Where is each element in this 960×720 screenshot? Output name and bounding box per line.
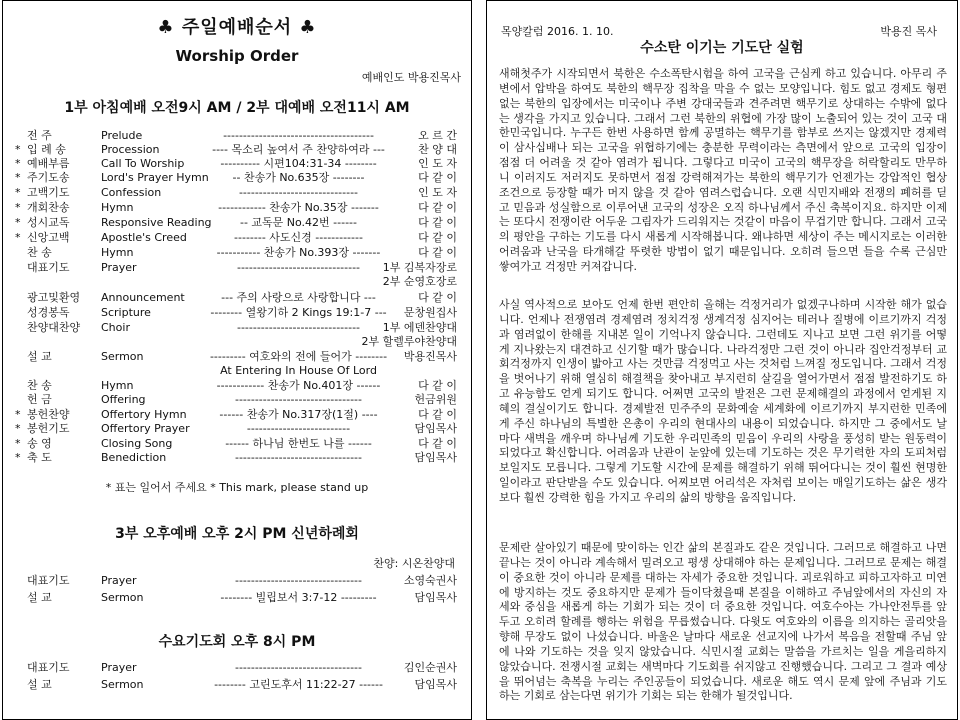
item-leader: 담임목사	[414, 422, 457, 435]
column-date: 목양칼럼 2016. 1. 10.	[501, 25, 614, 38]
item-en: Prelude	[101, 129, 143, 142]
item-detail: ----------- 찬송가 No.393장 -------	[216, 246, 381, 259]
column-author: 박용진 목사	[880, 25, 937, 38]
item-ko: 찬 송	[27, 379, 52, 392]
section-wednesday-prayer: 수요기도회 오후 8시 PM	[158, 634, 316, 650]
item-leader: 박용진목사	[403, 350, 457, 363]
item-en: Sermon	[101, 678, 144, 691]
column-paragraph: 문제란 살아있기 때문에 맞이하는 인간 삶의 본질과도 같은 것입니다. 그러므로 해결하고 나면 끝나는 것이 아니라 계속해서 밀려오고 평생 상대해야 하는 문제입니다. 그러므로 문제는 해결이 중요한 것이 아니라 문제를 대하는 자세가 중요한 것입니다. 괴로워하고 피하고자하고 미연에 방지하는 것도 중요하지만 문제가 들이닥쳤을때 본질을 이해하고 주님앞에서의 자신의 자세와 중심을 새롭게 하는 기회가 되는 것이 더 중요한 것입니다. 여호수아는 가나안전투를 앞두고 오히려 할례를 행하는 위험을 무릅썼습니다. 다윗도 여호와의 이름을 의지하는 골리앗을 향해 무장도 없이 나섰습니다. 바울은 날마다 새로운 선교지에 나가서 복음을 전할때 주님 앞에 나와 기도하는 것을 잊지 않았습니다. 식민시절 교회는 말씀을 가르치는 일을 게을리하지 않았습니다. 전쟁시절 교회는 새벽마다 기도회를 쉬지않고 진행했습니다. 그리고 그 결과 예상을 뛰어넘는 축복을 누리는 주인공들이 되었습니다. 새로운 해도 역시 문제 앞에 주님과 기도하는 기회로 삼는다면 위기가 기회는 되는 한해가 될것입니다.	[499, 541, 947, 703]
order-item	[3, 450, 471, 465]
item-ko: 예배부름	[27, 157, 70, 170]
page-subtitle: Worship Order	[175, 47, 299, 65]
order-item-choir	[3, 320, 471, 335]
order-item	[3, 170, 471, 185]
item-detail: -- 찬송가 No.635장 --------	[232, 171, 365, 184]
item-ko: 설 교	[27, 591, 52, 604]
item-ko: 설 교	[27, 350, 52, 363]
item-leader: 담임목사	[414, 678, 457, 691]
item-leader: 문창원집사	[403, 306, 457, 319]
order-item	[3, 290, 471, 305]
item-en: Hymn	[101, 246, 134, 259]
item-leader: 담임목사	[414, 591, 457, 604]
item-detail: ------------ 찬송가 No.401장 ------	[216, 379, 381, 392]
item-leader: 담임목사	[414, 451, 457, 464]
page-title: ♣ 주일예배순서 ♣	[157, 17, 317, 38]
item-detail: -------- 사도신경 ------------	[234, 231, 363, 244]
item-ko: 찬 송	[27, 246, 52, 259]
item-leader: 소영숙권사	[403, 574, 457, 587]
item-leader: 인 도 자	[418, 186, 457, 199]
item-leader: 다 같 이	[418, 437, 457, 450]
item-en: Sermon	[101, 591, 144, 604]
order-item	[3, 185, 471, 200]
column-paragraph: 새해첫주가 시작되면서 북한은 수소폭탄시험을 하여 고국을 근심케 하고 있습니다. 아무리 주변에서 압박을 하여도 북한의 핵무장 집착을 막을 수 없는 모양입니다. 힘도 없고 경제도 형편없는 북한의 입장에서는 미국이나 주변 강대국들과 견주려면 핵무기로 상대하는 수밖에 없다는 생각을 가지고 있습니다. 그래서 그런 북한의 위협에 가장 많이 노출되어 있는 것이 고국 대한민국입니다. 누구든 한번 사용하면 함께 공멸하는 핵무기를 함부로 쓰지는 않겠지만 경제력이 삼사십배나 되는 고국을 위협하기에는 충분한 무력이라는 측면에서 앞으로 고국의 입장이 점점 더 어려울 것 같아 염려가 됩니다. 그렇다고 미국이 고국의 핵무장을 허락할리도 만무하니 이러지도 저러지도 못하면서 점점 강력해져가는 북한의 핵무기가 언젠가는 강압적인 협상조건으로 등장할 때가 머지 않을 것 같아 염려스럽습니다. 오랜 식민지배와 전쟁의 폐허를 딛고 믿음과 성실함으로 이루어낸 고국의 성장은 오직 하나님께서 주신 축복이지요. 하지만 이제는 또다시 전쟁이란 어두운 그림자가 드리워지는 것같이 마음이 무겁기만 합니다. 그래서 고국의 평안을 구하는 기도를 다시 새롭게 시작해봅니다. 왜냐하면 세상이 주는 메시지로는 이러한 어려움과 난국을 타개해갈 뚜렷한 방법이 없기 때문입니다. 오히려 들으면 들을 수록 근심만 쌓여가고 걱정만 커져갑니다.	[499, 67, 947, 273]
stand-mark: *	[15, 408, 21, 421]
item-ko: 고백기도	[27, 186, 70, 199]
order-item	[3, 407, 471, 422]
item-leader: 다 같 이	[418, 379, 457, 392]
item-en: Benediction	[101, 451, 167, 464]
item-ko: 입 례 송	[27, 143, 66, 156]
item-ko: 성경봉독	[27, 306, 70, 319]
order-item	[3, 660, 471, 675]
item-detail: ------ 찬송가 No.317장(1절) ----	[219, 408, 378, 421]
item-detail: -------- 빌립보서 3:7-12 ---------	[220, 591, 377, 604]
item-leader: 다 같 이	[418, 216, 457, 229]
order-item	[3, 392, 471, 407]
item-detail: --------------------------------	[234, 393, 362, 406]
item-leader: 김인순권사	[403, 661, 457, 674]
item-ko: 전 주	[27, 129, 52, 142]
item-detail: -------------------------------	[236, 321, 361, 334]
afternoon-choir: 찬양: 시온찬양대	[373, 557, 455, 570]
item-leader: 헌금위원	[414, 393, 457, 406]
worship-leader: 예배인도 박용진목사	[361, 71, 461, 84]
item-detail: ------------ 찬송가 No.35장 -------	[218, 201, 379, 214]
order-item	[3, 421, 471, 436]
item-en: Confession	[101, 186, 162, 199]
stand-note: * 표는 일어서 주세요 * This mark, please stand up	[105, 481, 369, 494]
item-en: Prayer	[101, 574, 137, 587]
item-detail: --------- 여호와의 전에 들어가 --------	[209, 350, 388, 363]
order-item	[3, 142, 471, 157]
order-item-prayer-2	[3, 274, 471, 289]
item-detail: --------------------------------	[234, 574, 362, 587]
item-detail: ---------- 시편104:31-34 --------	[220, 157, 377, 170]
item-detail: ------ 하나님 한번도 나를 ------	[225, 437, 372, 450]
item-en: Prayer	[101, 261, 137, 274]
order-item	[3, 156, 471, 171]
item-en: Hymn	[101, 379, 134, 392]
pastoral-column-page	[486, 0, 958, 720]
item-ko: 대표기도	[27, 661, 70, 674]
item-ko: 찬양대찬양	[27, 321, 81, 334]
item-leader: 오 르 간	[418, 129, 457, 142]
item-detail: ---- 목소리 높여서 주 찬양하여라 ---	[212, 143, 385, 156]
stand-mark: *	[15, 231, 21, 244]
stand-mark: *	[15, 422, 21, 435]
order-item	[3, 245, 471, 260]
worship-order-page	[2, 0, 472, 720]
stand-mark: *	[15, 216, 21, 229]
item-ko: 개회찬송	[27, 201, 70, 214]
item-leader-2: 2부 할렐루야찬양대	[361, 335, 457, 348]
order-item	[3, 200, 471, 215]
item-leader: 다 같 이	[418, 171, 457, 184]
item-leader: 다 같 이	[418, 408, 457, 421]
stand-mark: *	[15, 186, 21, 199]
item-leader: 다 같 이	[418, 246, 457, 259]
item-detail: -------- 열왕기하 2 Kings 19:1-7 ---	[210, 306, 387, 319]
item-leader: 인 도 자	[418, 157, 457, 170]
item-en: Closing Song	[101, 437, 173, 450]
order-item	[3, 573, 471, 588]
item-leader-2: 2부 순영호장로	[382, 275, 457, 288]
item-en: Offering	[101, 393, 146, 406]
item-en: Offertory Prayer	[101, 422, 190, 435]
column-title: 수소탄 이기는 기도단 실험	[640, 40, 804, 56]
stand-mark: *	[15, 157, 21, 170]
sermon-sub: At Entering In House Of Lord	[220, 364, 377, 377]
order-item-prayer	[3, 260, 471, 275]
column-paragraph: 사실 역사적으로 보아도 언제 한번 편안히 올해는 걱정거리가 없겠구나하며 시작한 해가 없습니다. 언제나 전쟁염려 경제염려 정치걱정 생계걱정 심지어는 테러나 질병에 이르기까지 걱정과 염려없이 한해를 지내본 일이 기억나지 않습니다. 그런데도 지나고 보면 그런 위기를 어떻게 지나왔는지 대견하고 신기할 때가 많습니다. 나라걱정만 그런 것이 아니라 집안걱정부터 교회걱정까지 인생이 밟아고 사는 것만큼 걱정먹고 사는 것처럼 느껴질 정도입니다. 그래서 걱정을 벗어나기 위해 열심히 해결책을 찾아내고 부지런히 살길을 열어가면서 점점 발전하기도 하고 유능함도 얻게 되기도 합니다. 어쩌면 고국의 발전은 그런 문제해결의 과정에서 얻게된 지혜의 결실이기도 합니다. 경제발전 민주주의 문화예술 세계화에 이르기까지 부지런한 민족에게 주신 하나님의 특별한 은총이 우리의 현대사의 내용이 되었습니다. 하지만 그 중에서도 날마다 새벽을 깨우며 하나님께 기도한 우리민족의 믿음이 우리의 사랑을 풍성히 받는 원동력이 되었다고 확신합니다. 어려움과 난관이 눈앞에 있는데 기도하는 것은 무기력한 자의 도피처럼 보일지도 모릅니다. 그렇게 기도할 시간에 문제를 해결하기 위해 뛰어다니는 것이 훨씬 현명한 일이라고 판단받을 수도 있습니다. 어찌보면 어리석은 자처럼 보이는 매일기도하는 삶은 생각보다 훨씬 강력한 힘을 가지고 우리의 삶의 방향을 움직입니다.	[499, 298, 947, 504]
item-en: Offertory Hymn	[101, 408, 187, 421]
item-en: Call To Worship	[101, 157, 185, 170]
item-en: Lord's Prayer Hymn	[101, 171, 209, 184]
order-item-choir-2	[3, 334, 471, 349]
stand-mark: *	[15, 143, 21, 156]
item-leader: 다 같 이	[418, 201, 457, 214]
item-detail: --------------------------	[246, 422, 351, 435]
item-en: Responsive Reading	[101, 216, 212, 229]
item-ko: 대표기도	[27, 574, 70, 587]
item-ko: 성시교독	[27, 216, 70, 229]
stand-mark: *	[15, 201, 21, 214]
item-en: Sermon	[101, 350, 144, 363]
item-en: Procession	[101, 143, 160, 156]
order-item	[3, 436, 471, 451]
order-item	[3, 230, 471, 245]
stand-mark: *	[15, 171, 21, 184]
item-detail: ------------------------------	[238, 186, 359, 199]
item-en: Scripture	[101, 306, 151, 319]
item-ko: 광고및환영	[27, 291, 81, 304]
item-ko: 헌 금	[27, 393, 52, 406]
item-ko: 주기도송	[27, 171, 70, 184]
order-item	[3, 677, 471, 692]
order-item	[3, 128, 471, 143]
item-ko: 신앙고백	[27, 231, 70, 244]
item-detail: -- 교독문 No.42번 ------	[239, 216, 357, 229]
order-item-sermon	[3, 349, 471, 364]
item-leader: 다 같 이	[418, 231, 457, 244]
item-en: Hymn	[101, 201, 134, 214]
item-detail: --------------------------------------	[223, 129, 374, 142]
item-ko: 설 교	[27, 678, 52, 691]
sermon-english-title	[3, 363, 471, 378]
item-ko: 축 도	[27, 451, 52, 464]
item-leader-1: 1부 에덴찬양대	[382, 321, 457, 334]
section-afternoon-service: 3부 오후예배 오후 2시 PM 신년하례회	[115, 526, 359, 542]
order-item	[3, 378, 471, 393]
item-ko: 송 영	[27, 437, 52, 450]
section-morning-service: 1부 아침예배 오전9시 AM / 2부 대예배 오전11시 AM	[64, 100, 410, 116]
stand-mark: *	[15, 437, 21, 450]
item-en: Prayer	[101, 661, 137, 674]
order-item	[3, 590, 471, 605]
item-detail: --- 주의 사랑으로 사랑합니다 ---	[221, 291, 376, 304]
item-detail: -------- 고린도후서 11:22-27 ------	[214, 678, 383, 691]
item-ko: 봉헌찬양	[27, 408, 70, 421]
item-ko: 대표기도	[27, 261, 70, 274]
item-detail: --------------------------------	[234, 451, 362, 464]
item-en: Choir	[101, 321, 130, 334]
item-en: Announcement	[101, 291, 185, 304]
item-leader: 찬 양 대	[418, 143, 457, 156]
item-leader-1: 1부 김복자장로	[382, 261, 457, 274]
stand-mark: *	[15, 451, 21, 464]
item-detail: -------------------------------	[236, 261, 361, 274]
item-en: Apostle's Creed	[101, 231, 187, 244]
item-ko: 봉헌기도	[27, 422, 70, 435]
item-detail: --------------------------------	[234, 661, 362, 674]
order-item	[3, 305, 471, 320]
item-leader: 다 같 이	[418, 291, 457, 304]
order-item	[3, 215, 471, 230]
